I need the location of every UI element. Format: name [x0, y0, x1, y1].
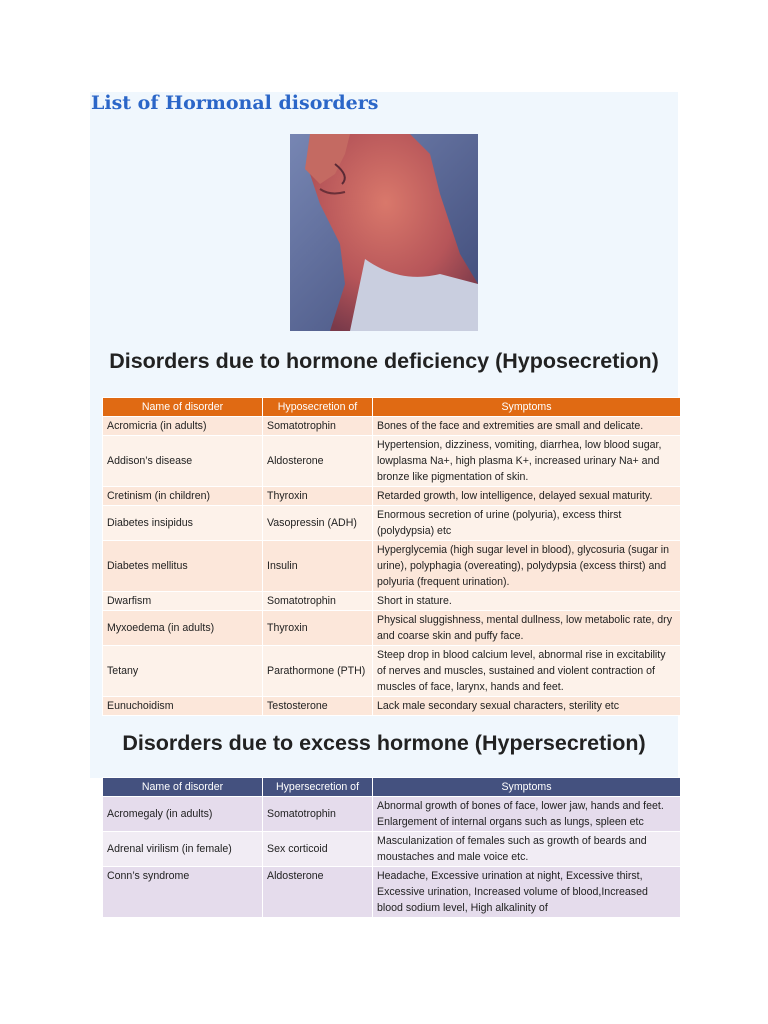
column-header: Name of disorder [103, 778, 263, 797]
hyposecretion-title: Disorders due to hormone deficiency (Hyposecretion) [109, 349, 659, 373]
table-row [103, 506, 681, 541]
disorder-name: Conn’s syndrome [103, 867, 263, 918]
table-row [103, 797, 681, 832]
table-row [103, 436, 681, 487]
hormone-name: Testosterone [263, 697, 373, 716]
symptoms-text: Steep drop in blood calcium level, abnormal rise in excitability of nerves and muscles, sustained and violent contraction of muscles of face, larynx, hands and feet. [373, 646, 681, 697]
disorder-name: Adrenal virilism (in female) [103, 832, 263, 867]
column-header: Name of disorder [103, 398, 263, 417]
disorder-name: Acromicria (in adults) [103, 417, 263, 436]
hyposecretion-table [102, 397, 681, 716]
man-neck-photo [290, 134, 478, 331]
table-header-row [103, 398, 681, 417]
column-header: Symptoms [373, 778, 681, 797]
hormone-name: Thyroxin [263, 487, 373, 506]
symptoms-text: Headache, Excessive urination at night, Excessive thirst, Excessive urination, Increased volume of blood,Increased blood sodium level, High alkalinity of [373, 867, 681, 918]
column-header: Hyposecretion of [263, 398, 373, 417]
hypersecretion-title: Disorders due to excess hormone (Hypersecretion) [122, 731, 646, 755]
table-row [103, 646, 681, 697]
symptoms-text: Physical sluggishness, mental dullness, low metabolic rate, dry and coarse skin and puffy face. [373, 611, 681, 646]
table-row [103, 541, 681, 592]
table-row [103, 417, 681, 436]
symptoms-text: Hyperglycemia (high sugar level in blood), glycosuria (sugar in urine), polyphagia (overeating), polydypsia (excess thirst) and polyuria (frequent urination). [373, 541, 681, 592]
disorder-name: Myxoedema (in adults) [103, 611, 263, 646]
hormone-name: Parathormone (PTH) [263, 646, 373, 697]
disorder-name: Diabetes mellitus [103, 541, 263, 592]
hormone-name: Sex corticoid [263, 832, 373, 867]
table-row [103, 867, 681, 918]
hormone-name: Aldosterone [263, 436, 373, 487]
hormone-name: Somatotrophin [263, 417, 373, 436]
hypersecretion-table [102, 777, 681, 918]
disorder-name: Acromegaly (in adults) [103, 797, 263, 832]
disorder-name: Dwarfism [103, 592, 263, 611]
table-row [103, 592, 681, 611]
column-header: Symptoms [373, 398, 681, 417]
column-header: Hypersecretion of [263, 778, 373, 797]
hormone-name: Somatotrophin [263, 592, 373, 611]
symptoms-text: Hypertension, dizziness, vomiting, diarrhea, low blood sugar, lowplasma Na+, high plasma K+, increased urinary Na+ and bronze like pigmentation of skin. [373, 436, 681, 487]
page-title: List of Hormonal disorders [91, 92, 379, 114]
table-row [103, 697, 681, 716]
disorder-name: Cretinism (in children) [103, 487, 263, 506]
table-row [103, 832, 681, 867]
hormone-name: Vasopressin (ADH) [263, 506, 373, 541]
symptoms-text: Bones of the face and extremities are small and delicate. [373, 417, 681, 436]
symptoms-text: Short in stature. [373, 592, 681, 611]
symptoms-text: Masculanization of females such as growth of beards and moustaches and male voice etc. [373, 832, 681, 867]
disorder-name: Eunuchoidism [103, 697, 263, 716]
symptoms-text: Enormous secretion of urine (polyuria), excess thirst (polydypsia) etc [373, 506, 681, 541]
symptoms-text: Abnormal growth of bones of face, lower jaw, hands and feet. Enlargement of internal organs such as lungs, spleen etc [373, 797, 681, 832]
table-header-row [103, 778, 681, 797]
hormone-name: Thyroxin [263, 611, 373, 646]
table-row [103, 611, 681, 646]
symptoms-text: Retarded growth, low intelligence, delayed sexual maturity. [373, 487, 681, 506]
symptoms-text: Lack male secondary sexual characters, sterility etc [373, 697, 681, 716]
hormone-name: Insulin [263, 541, 373, 592]
hormone-name: Aldosterone [263, 867, 373, 918]
table-row [103, 487, 681, 506]
disorder-name: Diabetes insipidus [103, 506, 263, 541]
hormone-name: Somatotrophin [263, 797, 373, 832]
disorder-name: Tetany [103, 646, 263, 697]
disorder-name: Addison’s disease [103, 436, 263, 487]
